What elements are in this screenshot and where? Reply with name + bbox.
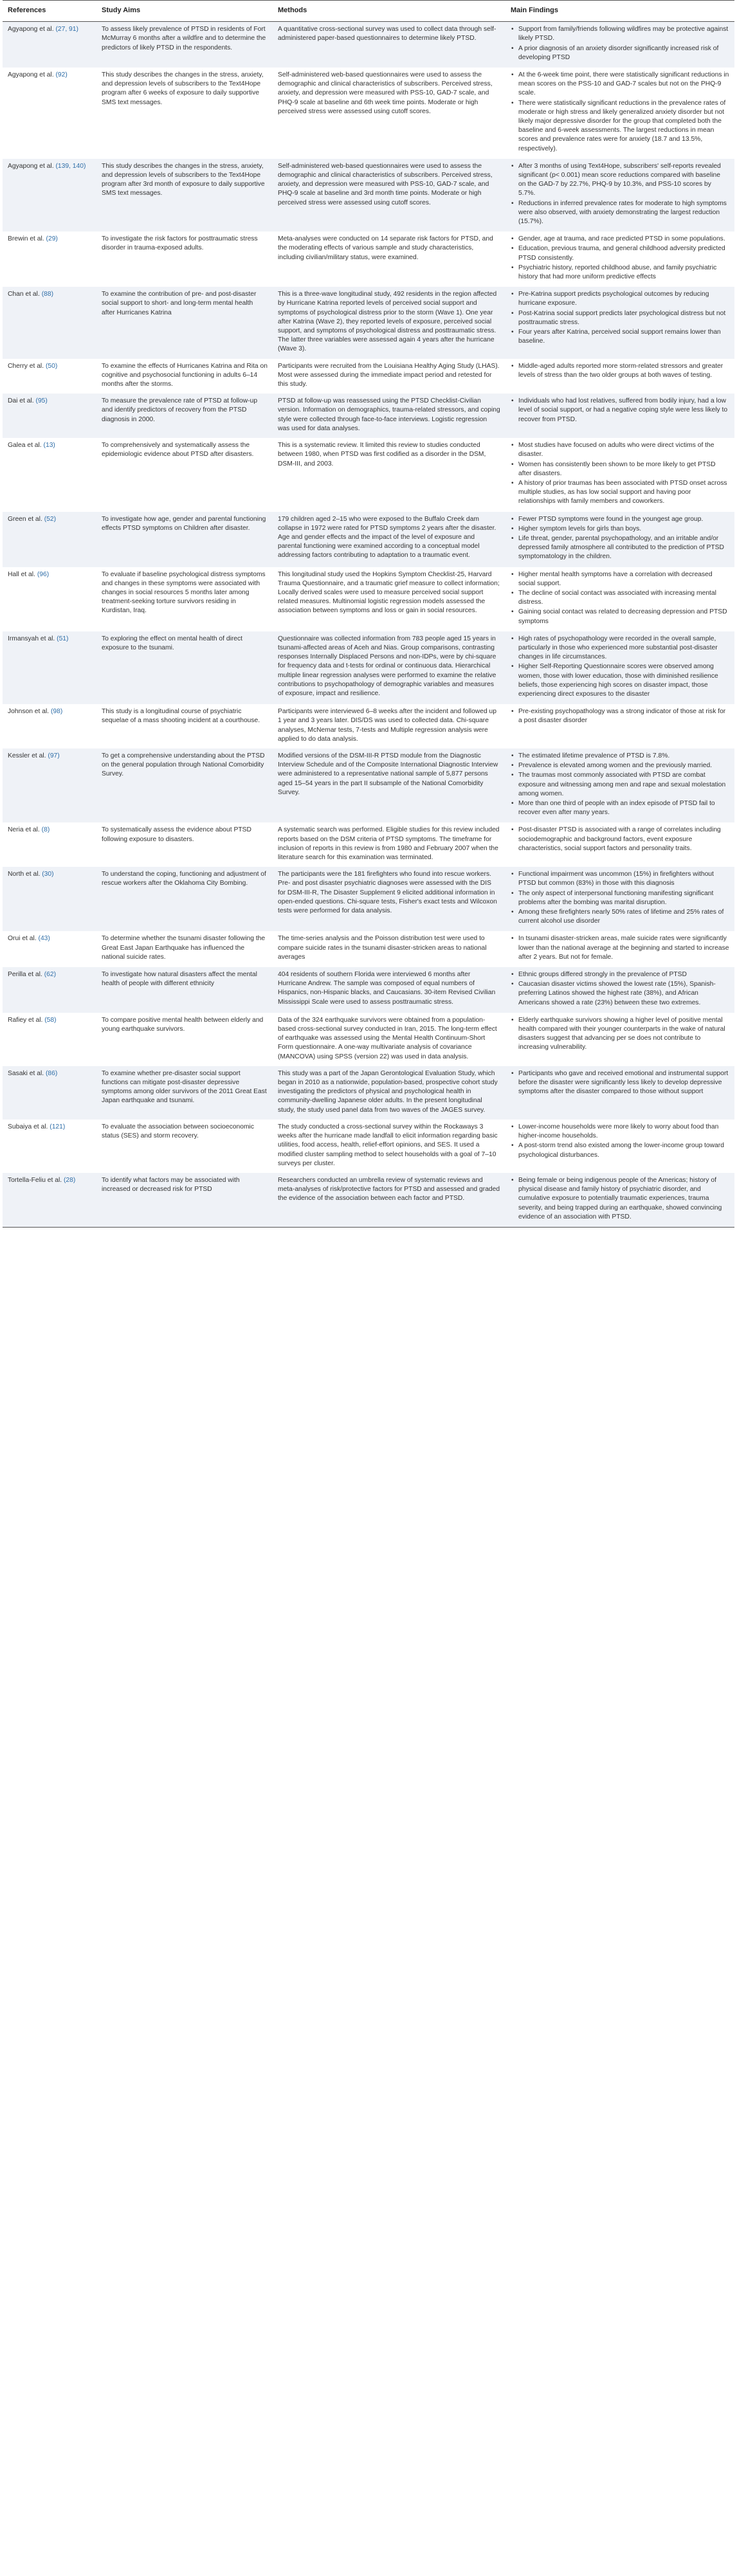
reference-citation-link[interactable]: (92) [55, 71, 68, 78]
finding-item: • Caucasian disaster victims showed the lowest rate (15%), Spanish-preferring Latinos showed the highest rate (38%), and African Americans showed a rate (23%) between these two extremes. [518, 980, 729, 1008]
methods-cell: Researchers conducted an umbrella review of systematic reviews and meta-analyses of risk/protective factors for PTSD and assessed and graded the evidence of the association between each factor and PTSD. [273, 1173, 505, 1228]
study-aims-cell: To examine the effects of Hurricanes Katrina and Rita on cognitive and psychosocial functioning in adults 6–14 months after the storms. [96, 359, 273, 394]
reference-citation-link[interactable]: (58) [44, 1016, 57, 1024]
finding-item: • Life threat, gender, parental psychopathology, and an irritable and/or depressed family atmosphere all contributed to the prediction of PTSD symptomatology in the children. [518, 534, 729, 562]
table-row [3, 931, 734, 967]
study-aims-cell: To evaluate the association between socioeconomic status (SES) and storm recovery. [96, 1120, 273, 1173]
table-row [3, 1066, 734, 1120]
study-aims-cell: To exploring the effect on mental health of direct exposure to the tsunami. [96, 631, 273, 704]
methods-cell: This longitudinal study used the Hopkins Symptom Checklist-25, Harvard Trauma Questionnaire, and a traumatic grief measure to collect information; Locally derived scales were used to measure perceived social support related measures. Multinomial logistic regression models assessed the association between symptoms and loss or gain in social resources. [273, 567, 505, 631]
reference-author: Dai et al. [8, 397, 34, 405]
main-findings-cell [505, 438, 734, 511]
study-aims-cell: To determine whether the tsunami disaster following the Great East Japan Earthquake has influenced the national suicide rates. [96, 931, 273, 967]
methods-cell: Modified versions of the DSM-III-R PTSD module from the Diagnostic Interview Schedule and of the Composite International Diagnostic Interview were administered to a representative national sample of 5,877 persons aged 15–54 years in the part II subsample of the National Comorbidity Survey. [273, 748, 505, 822]
reference-author: Chan et al. [8, 291, 40, 298]
table-row [3, 394, 734, 438]
reference-author: Galea et al. [8, 442, 42, 449]
finding-item: • After 3 months of using Text4Hope, subscribers' self-reports revealed significant (p< 0.001) mean score reductions compared with baseline on the GAD-7 by 22.7%, PHQ-9 by 10.3%, and PSS-10 scores by 5.7%. [518, 162, 729, 199]
methods-cell: The participants were the 181 firefighters who found into rescue workers. Pre- and post disaster psychiatric diagnoses were assessed with the DIS for DSM-III-R, The Disaster Supplement 9 elicited additional information in open-ended questions. Chi-square tests, Fisher's exact tests and Wilcoxon tests were performed for data analysis. [273, 867, 505, 931]
main-findings-cell [505, 822, 734, 867]
findings-list [511, 870, 729, 926]
finding-item: • Education, previous trauma, and general childhood adversity predicted PTSD consistently. [518, 244, 729, 262]
reference-author: Neria et al. [8, 826, 40, 834]
main-findings-cell [505, 1120, 734, 1173]
reference-cell [3, 159, 96, 231]
header-references: References [3, 1, 96, 22]
main-findings-cell [505, 1173, 734, 1228]
study-aims-cell: To systematically assess the evidence about PTSD following exposure to disasters. [96, 822, 273, 867]
finding-item: • Among these firefighters nearly 50% rates of lifetime and 25% rates of current alcohol use disorder [518, 908, 729, 926]
findings-list [511, 162, 729, 226]
finding-item: • Participants who gave and received emotional and instrumental support before the disaster were significantly less likely to develop depressive symptoms after the disaster compared to those without support [518, 1069, 729, 1097]
study-aims-cell: To get a comprehensive understanding about the PTSD on the general population through National Comorbidity Survey. [96, 748, 273, 822]
study-aims-cell: To understand the coping, functioning and adjustment of rescue workers after the Oklahoma City Bombing. [96, 867, 273, 931]
finding-item: • Gender, age at trauma, and race predicted PTSD in some populations. [518, 235, 729, 244]
reference-citation-link[interactable]: (62) [44, 971, 56, 979]
findings-list [511, 970, 729, 1008]
findings-list [511, 25, 729, 62]
main-findings-cell [505, 631, 734, 704]
findings-list [511, 362, 729, 380]
finding-item: • Psychiatric history, reported childhood abuse, and family psychiatric history that had more uniform predictive effects [518, 264, 729, 282]
methods-cell: Data of the 324 earthquake survivors were obtained from a population-based cross-sectional survey conducted in Iran, 2015. The long-term effect of earthquake was assessed using the Mental Health Continuum-Short Form questionnaire. A one-way multivariate analysis of covariance (MANCOVA) using SPSS (version 22) was used in data analysis. [273, 1013, 505, 1066]
reference-citation-link[interactable]: (51) [57, 635, 69, 642]
table-row [3, 231, 734, 287]
reference-author: Agyapong et al. [8, 26, 54, 33]
table-row [3, 159, 734, 231]
header-study-aims: Study Aims [96, 1, 273, 22]
methods-cell: Questionnaire was collected information from 783 people aged 15 years in tsunami-affected areas of Aceh and Nias. Group comparisons, contrasting responses Internally Displaced Persons and non-IDPs, were by chi-square for frequency data and t-tests for ordinal or continuous data. Hierarchical multiple linear regression analyses were performed to examine the relative contributions to psychopathology of demographic variables and measures of exposure, impact and resilience. [273, 631, 505, 704]
reference-citation-link[interactable]: (27, 91) [55, 26, 78, 33]
methods-cell: Self-administered web-based questionnaires were used to assess the demographic and clinical characteristics of subscribers. Perceived stress, anxiety, and depression were measured with PSS-10, GAD-7 scale, and PHQ-9 scale at baseline and 3rd month time points. Moderate or high perceived stress were assessed using cutoff scores. [273, 159, 505, 231]
findings-list [511, 1069, 729, 1097]
main-findings-cell [505, 867, 734, 931]
methods-cell: Participants were interviewed 6–8 weeks after the incident and followed up 1 year and 3 years later. DIS/DS was used to collected data. Chi-square analyses, McNemar tests, 7-tests and Multiple regression analysis were applied to do data analysis. [273, 704, 505, 748]
finding-item: • The traumas most commonly associated with PTSD are combat exposure and witnessing among men and rape and sexual molestation among women. [518, 771, 729, 799]
main-findings-cell [505, 704, 734, 748]
finding-item: • Pre-Katrina support predicts psychological outcomes by reducing hurricane exposure. [518, 290, 729, 308]
study-aims-cell: To assess likely prevalence of PTSD in residents of Fort McMurray 6 months after a wildfire and to determine the predictors of likely PTSD in the respondents. [96, 22, 273, 68]
findings-list [511, 235, 729, 282]
finding-item: • Gaining social contact was related to decreasing depression and PTSD symptoms [518, 608, 729, 626]
reference-author: Irmansyah et al. [8, 635, 55, 642]
finding-item: • A post-storm trend also existed among the lower-income group toward psychological disturbances. [518, 1141, 729, 1159]
main-findings-cell [505, 22, 734, 68]
finding-item: • Fewer PTSD symptoms were found in the youngest age group. [518, 515, 729, 524]
findings-list [511, 441, 729, 506]
main-findings-cell [505, 68, 734, 159]
reference-citation-link[interactable]: (13) [43, 442, 55, 449]
main-findings-cell [505, 967, 734, 1013]
reference-citation-link[interactable]: (28) [64, 1176, 76, 1184]
main-findings-cell [505, 1013, 734, 1066]
main-findings-cell [505, 931, 734, 967]
finding-item: • There were statistically significant reductions in the prevalence rates of moderate or high stress and likely generalized anxiety disorder but not likely major depressive disorder for the group that completed both the baseline and 6-week assessments. The largest reductions in mean scores and prevalence rates were for anxiety (18.7 and 13.5%, respectively). [518, 99, 729, 154]
finding-item: • The only aspect of interpersonal functioning manifesting significant problems after the bombing was marital disruption. [518, 889, 729, 907]
finding-item: • Higher Self-Reporting Questionnaire scores were observed among women, those with lower education, those with diminished resilience beliefs, those experiencing high scores on disaster impact, those experiencing direct exposures to the disaster [518, 662, 729, 699]
study-summary-table-container [0, 0, 737, 1228]
reference-cell [3, 512, 96, 567]
main-findings-cell [505, 359, 734, 394]
reference-cell [3, 1066, 96, 1120]
finding-item: • Pre-existing psychopathology was a strong indicator of those at risk for a post disaster disorder [518, 707, 729, 725]
reference-cell [3, 1120, 96, 1173]
study-aims-cell: To compare positive mental health between elderly and young earthquake survivors. [96, 1013, 273, 1066]
methods-cell: 179 children aged 2–15 who were exposed to the Buffalo Creek dam collapse in 1972 were rated for PTSD symptoms 2 years after the disaster. Age and gender effects and the impact of the level of exposure and parental functioning were examined according to a conceptual model addressing factors contributing to adaptation to a traumatic event. [273, 512, 505, 567]
main-findings-cell [505, 159, 734, 231]
finding-item: • Post-Katrina social support predicts later psychological distress but not posttraumatic stress. [518, 309, 729, 327]
finding-item: • Being female or being indigenous people of the Americas; history of physical disease and family history of psychiatric disorder, and cumulative exposure to potentially traumatic experiences, trauma severity, and being trapped during an earthquake, showed convincing evidence of an association with PTSD. [518, 1176, 729, 1222]
findings-list [511, 1016, 729, 1053]
methods-cell: The study conducted a cross-sectional survey within the Rockaways 3 weeks after the hurricane made landfall to elicit information regarding basic utilities, food access, health, relief-effort opinions, and SES. It used a modified cluster sampling method to select households with a goal of 7–10 surveys per cluster. [273, 1120, 505, 1173]
reference-cell [3, 631, 96, 704]
header-row [3, 1, 734, 22]
table-row [3, 359, 734, 394]
reference-cell [3, 22, 96, 68]
table-row [3, 287, 734, 358]
reference-author: North et al. [8, 871, 41, 878]
findings-list [511, 635, 729, 699]
reference-author: Subaiya et al. [8, 1123, 48, 1130]
table-row [3, 68, 734, 159]
findings-list [511, 826, 729, 853]
reference-author: Green et al. [8, 515, 42, 523]
reference-citation-link[interactable]: (43) [38, 935, 50, 943]
reference-cell [3, 359, 96, 394]
table-row [3, 438, 734, 511]
reference-cell [3, 822, 96, 867]
finding-item: • High rates of psychopathology were recorded in the overall sample, particularly in those who experienced more substantial post-disaster changes in life circumstances. [518, 635, 729, 662]
study-aims-cell: To investigate how natural disasters affect the mental health of people with different ethnicity [96, 967, 273, 1013]
reference-cell [3, 931, 96, 967]
reference-author: Orui et al. [8, 935, 37, 943]
methods-cell: Self-administered web-based questionnaires were used to assess the demographic and clinical characteristics of subscribers. Perceived stress, anxiety, and depression were measured with PSS-10, GAD-7 scale, and PHQ-9 scale at baseline and 6th week time points. Moderate or high perceived stress were assessed using cutoff scores. [273, 68, 505, 159]
methods-cell: A systematic search was performed. Eligible studies for this review included reports based on the DSM criteria of PTSD symptoms. The timeframe for inclusion of reports in this review is from 1980 and February 2007 when the literature search for this examination was terminated. [273, 822, 505, 867]
finding-item: • At the 6-week time point, there were statistically significant reductions in mean scores on the PSS-10 and GAD-7 scales but not on the PHQ-9 scale. [518, 71, 729, 98]
methods-cell: This is a systematic review. It limited this review to studies conducted between 1980, when PTSD was first codified as a disorder in the DSM, DSM-III, and 2003. [273, 438, 505, 511]
table-row [3, 22, 734, 68]
reference-cell [3, 68, 96, 159]
reference-citation-link[interactable]: (97) [48, 752, 60, 759]
study-aims-cell: To measure the prevalence rate of PTSD at follow-up and identify predictors of recovery from the PTSD diagnosis in 2000. [96, 394, 273, 438]
reference-author: Agyapong et al. [8, 162, 54, 170]
finding-item: • In tsunami disaster-stricken areas, male suicide rates were significantly lower than the national average at the beginning and started to increase after 2 years. But not for female. [518, 934, 729, 962]
study-aims-cell: To identify what factors may be associated with increased or decreased risk for PTSD [96, 1173, 273, 1228]
header-main-findings: Main Findings [505, 1, 734, 22]
reference-author: Johnson et al. [8, 708, 50, 716]
reference-cell [3, 704, 96, 748]
reference-citation-link[interactable]: (139, 140) [55, 162, 86, 170]
finding-item: • The decline of social contact was associated with increasing mental distress. [518, 589, 729, 607]
reference-author: Tortella-Feliu et al. [8, 1176, 62, 1184]
methods-cell: A quantitative cross-sectional survey was used to collect data through self-administered paper-based questionnaires to determine likely PTSD. [273, 22, 505, 68]
reference-citation-link[interactable]: (121) [50, 1123, 66, 1130]
study-aims-cell: To examine the contribution of pre- and post-disaster social support to short- and long-term mental health after Hurricanes Katrina [96, 287, 273, 358]
methods-cell: Participants were recruited from the Louisiana Healthy Aging Study (LHAS). Most were assessed during the immediate impact period and retested for this study. [273, 359, 505, 394]
finding-item: • Post-disaster PTSD is associated with a range of correlates including sociodemographic and background factors, event exposure characteristics, social support factors and personality traits. [518, 826, 729, 853]
reference-author: Cherry et al. [8, 362, 44, 370]
methods-cell: This is a three-wave longitudinal study, 492 residents in the region affected by Hurricane Katrina reported levels of perceived social support and symptoms of psychological distress prior to the storm (Wave 1). One year after Katrina (Wave 2), they reported levels of exposure, perceived social support, and symptoms of psychological distress and posttraumatic stress. The latter three variables were assessed again 4 years after the hurricane (Wave 3). [273, 287, 505, 358]
findings-list [511, 934, 729, 962]
reference-author: Hall et al. [8, 570, 35, 578]
table-row [3, 748, 734, 822]
reference-author: Kessler et al. [8, 752, 46, 759]
reference-citation-link[interactable]: (30) [42, 871, 54, 878]
finding-item: • Higher symptom levels for girls than boys. [518, 525, 729, 534]
reference-citation-link[interactable]: (95) [35, 397, 48, 405]
reference-author: Rafiey et al. [8, 1016, 43, 1024]
table-row [3, 704, 734, 748]
findings-list [511, 1176, 729, 1222]
finding-item: • A prior diagnosis of an anxiety disorder significantly increased risk of developing PTSD [518, 44, 729, 62]
findings-list [511, 397, 729, 424]
reference-citation-link[interactable]: (8) [41, 826, 50, 834]
study-aims-cell: This study describes the changes in the stress, anxiety, and depression levels of subscribers to the Text4Hope program after 6 weeks of exposure to daily supportive SMS text messages. [96, 68, 273, 159]
table-row [3, 631, 734, 704]
reference-cell [3, 231, 96, 287]
study-aims-cell: To comprehensively and systematically assess the epidemiologic evidence about PTSD after disasters. [96, 438, 273, 511]
finding-item: • Elderly earthquake survivors showing a higher level of positive mental health compared with their younger counterparts in the wake of natural disasters suggest that advancing per se does not contribute to increasing vulnerability. [518, 1016, 729, 1053]
finding-item: • Middle-aged adults reported more storm-related stressors and greater levels of stress than the two older groups at both waves of testing. [518, 362, 729, 380]
main-findings-cell [505, 567, 734, 631]
reference-citation-link[interactable]: (88) [41, 291, 53, 298]
methods-cell: The time-series analysis and the Poisson distribution test were used to compare suicide rates in the tsunami disaster-stricken areas to national averages [273, 931, 505, 967]
reference-author: Agyapong et al. [8, 71, 54, 78]
study-aims-cell: To evaluate if baseline psychological distress symptoms and changes in these symptoms were associated with changes in social resources 5 months later among treatment-seeking torture survivors residing in Kurdistan, Iraq. [96, 567, 273, 631]
findings-list [511, 752, 729, 817]
finding-item: • Most studies have focused on adults who were direct victims of the disaster. [518, 441, 729, 459]
study-aims-cell: This study describes the changes in the stress, anxiety, and depression levels of subscribers to the Text4Hope program after 3rd month of exposure to daily supportive SMS text messages. [96, 159, 273, 231]
findings-list [511, 1123, 729, 1160]
finding-item: • Higher mental health symptoms have a correlation with decreased social support. [518, 570, 729, 588]
reference-citation-link[interactable]: (98) [51, 708, 63, 716]
finding-item: • A history of prior traumas has been associated with PTSD onset across multiple studies, as has low social support and having poor relationships with family members and coworkers. [518, 479, 729, 507]
methods-cell: Meta-analyses were conducted on 14 separate risk factors for PTSD, and the moderating effects of various sample and study characteristics, including civilian/military status, were examined. [273, 231, 505, 287]
findings-list [511, 515, 729, 562]
reference-author: Sasaki et al. [8, 1069, 44, 1077]
reference-cell [3, 287, 96, 358]
study-aims-cell: To examine whether pre-disaster social support functions can mitigate post-disaster depressive symptoms among older survivors of the 2011 Great East Japan earthquake and tsunami. [96, 1066, 273, 1120]
main-findings-cell [505, 512, 734, 567]
findings-list [511, 707, 729, 725]
reference-cell [3, 748, 96, 822]
table-row [3, 967, 734, 1013]
methods-cell: This study was a part of the Japan Gerontological Evaluation Study, which began in 2010 as a nationwide, population-based, prospective cohort study investigating the predictors of physical and psychological health in community-dwelling Japanese older adults. In the present longitudinal study, the study used panel data from two waves of the JAGES survey. [273, 1066, 505, 1120]
findings-list [511, 570, 729, 626]
header-methods: Methods [273, 1, 505, 22]
finding-item: • Support from family/friends following wildfires may be protective against likely PTSD. [518, 25, 729, 43]
reference-cell [3, 1013, 96, 1066]
finding-item: • The estimated lifetime prevalence of PTSD is 7.8%. [518, 752, 729, 761]
findings-list [511, 71, 729, 154]
finding-item: • Lower-income households were more likely to worry about food than higher-income households. [518, 1123, 729, 1141]
finding-item: • Functional impairment was uncommon (15%) in firefighters without PTSD but common (83%) in those with this diagnosis [518, 870, 729, 888]
table-row [3, 1173, 734, 1228]
methods-cell: 404 residents of southern Florida were interviewed 6 months after Hurricane Andrew. The sample was composed of equal numbers of Hispanics, non-Hispanic blacks, and Caucasians. 30-item Revised Civilian Mississippi Scale were used to assess posttraumatic stress. [273, 967, 505, 1013]
reference-citation-link[interactable]: (50) [45, 362, 58, 370]
reference-cell [3, 967, 96, 1013]
methods-cell: PTSD at follow-up was reassessed using the PTSD Checklist-Civilian version. Information on demographics, trauma-related stressors, and coping style were collected through face-to-face interviews. Logistic regression was used for data analyses. [273, 394, 505, 438]
study-aims-cell: To investigate the risk factors for posttraumatic stress disorder in trauma-exposed adults. [96, 231, 273, 287]
reference-cell [3, 394, 96, 438]
main-findings-cell [505, 394, 734, 438]
main-findings-cell [505, 1066, 734, 1120]
main-findings-cell [505, 748, 734, 822]
finding-item: • Ethnic groups differed strongly in the prevalence of PTSD [518, 970, 729, 979]
reference-citation-link[interactable]: (86) [45, 1069, 58, 1077]
finding-item: • Prevalence is elevated among women and the previously married. [518, 761, 729, 770]
finding-item: • More than one third of people with an index episode of PTSD fail to recover even after many years. [518, 799, 729, 817]
finding-item: • Reductions in inferred prevalence rates for moderate to high symptoms were also observed, with anxiety demonstrating the largest reduction (15.7%). [518, 199, 729, 227]
study-summary-table [3, 0, 734, 1228]
table-row [3, 512, 734, 567]
table-row [3, 1013, 734, 1066]
reference-cell [3, 867, 96, 931]
main-findings-cell [505, 287, 734, 358]
study-aims-cell: This study is a longitudinal course of psychiatric sequelae of a mass shooting incident at a courthouse. [96, 704, 273, 748]
table-row [3, 822, 734, 867]
study-aims-cell: To investigate how age, gender and parental functioning effects PTSD symptoms on Children after disaster. [96, 512, 273, 567]
finding-item: • Four years after Katrina, perceived social support remains lower than baseline. [518, 328, 729, 346]
reference-citation-link[interactable]: (52) [44, 515, 56, 523]
reference-citation-link[interactable]: (29) [46, 235, 58, 243]
reference-cell [3, 438, 96, 511]
reference-cell [3, 1173, 96, 1228]
reference-citation-link[interactable]: (96) [37, 570, 50, 578]
table-row [3, 867, 734, 931]
table-row [3, 567, 734, 631]
main-findings-cell [505, 231, 734, 287]
finding-item: • Individuals who had lost relatives, suffered from bodily injury, had a low level of social support, or had a negative coping style were less likely to recover from PTSD. [518, 397, 729, 424]
reference-cell [3, 567, 96, 631]
reference-author: Perilla et al. [8, 971, 42, 979]
reference-author: Brewin et al. [8, 235, 44, 243]
findings-list [511, 290, 729, 346]
table-body [3, 22, 734, 1228]
table-header [3, 1, 734, 22]
finding-item: • Women has consistently been shown to be more likely to get PTSD after disasters. [518, 460, 729, 478]
table-row [3, 1120, 734, 1173]
